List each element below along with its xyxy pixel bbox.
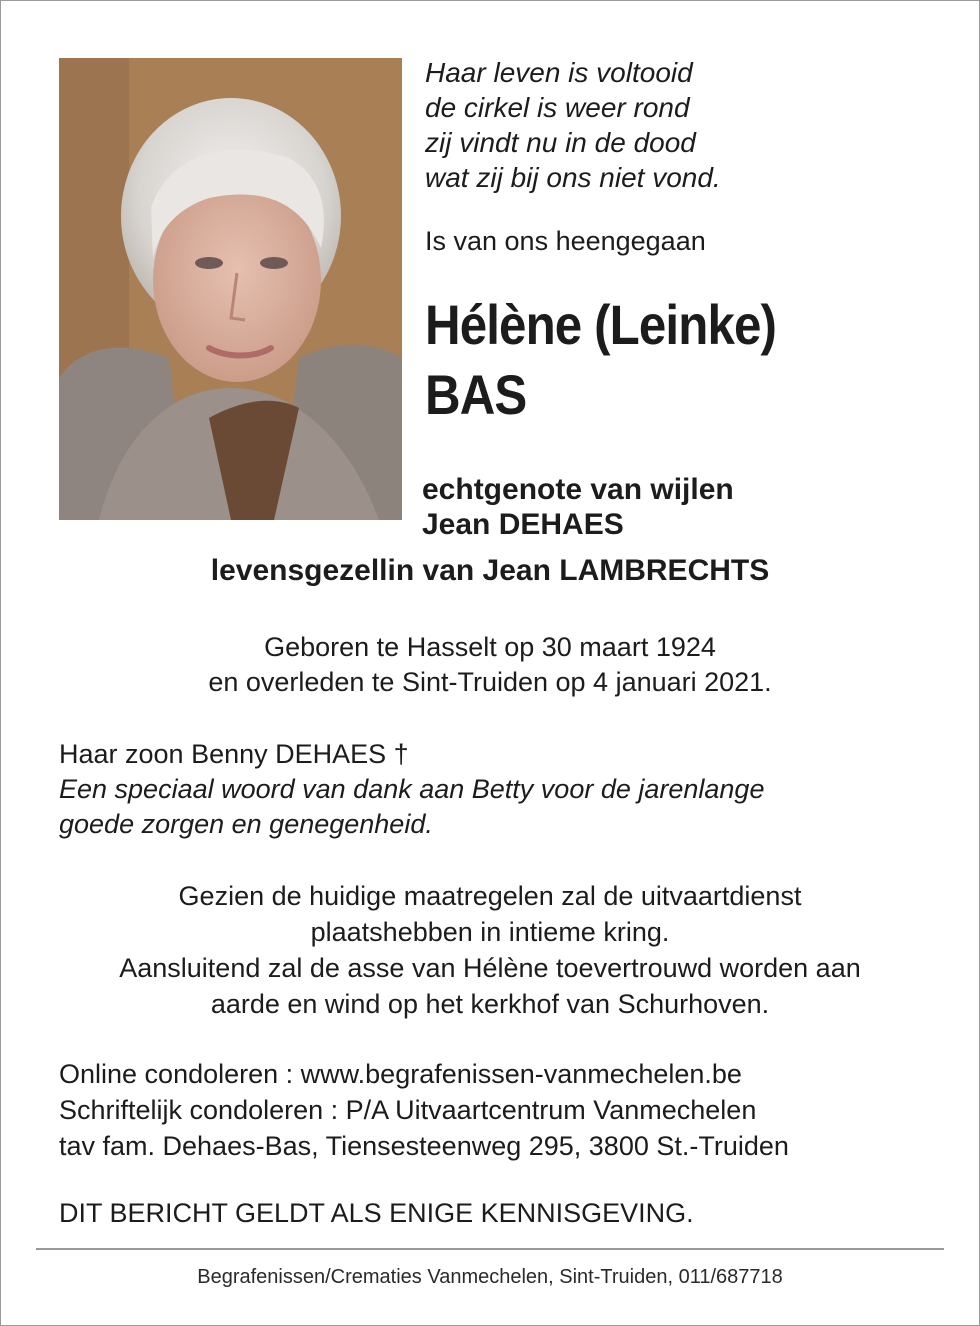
portrait-photo bbox=[59, 58, 402, 520]
poem-line: zij vindt nu in de dood bbox=[425, 127, 696, 158]
spouse-info bbox=[422, 472, 734, 542]
funeral-line: plaatshebben in intieme kring. bbox=[310, 917, 670, 947]
poem-line: de cirkel is weer rond bbox=[425, 92, 690, 123]
thanks-line: goede zorgen en genegenheid. bbox=[59, 809, 433, 839]
condolence-address: tav fam. Dehaes-Bas, Tiensesteenweg 295, 3800 St.-Truiden bbox=[59, 1131, 789, 1161]
birth-death-info bbox=[0, 630, 980, 700]
death-line: en overleden te Sint-Truiden op 4 januari 2021. bbox=[208, 667, 772, 697]
partner-info: levensgezellin van Jean LAMBRECHTS bbox=[210, 554, 770, 587]
footer-text: Begrafenissen/Crematies Vanmechelen, Sint-Truiden, 011/687718 bbox=[197, 1266, 783, 1288]
divider bbox=[36, 1248, 944, 1250]
spouse-name: Jean DEHAES bbox=[422, 508, 624, 541]
funeral-info bbox=[0, 878, 980, 1022]
portrait-illustration bbox=[59, 58, 402, 520]
poem-line: Haar leven is voltooid bbox=[425, 57, 693, 88]
written-condolence: Schriftelijk condoleren : P/A Uitvaartcentrum Vanmechelen bbox=[59, 1095, 757, 1125]
spouse-line: echtgenote van wijlen bbox=[422, 473, 734, 506]
online-condolence: Online condoleren : www.begrafenissen-vanmechelen.be bbox=[59, 1059, 742, 1089]
funeral-line: Gezien de huidige maatregelen zal de uitvaartdienst bbox=[178, 881, 802, 911]
funeral-line: aarde en wind op het kerkhof van Schurhoven. bbox=[210, 989, 770, 1019]
thanks-line: Een speciaal woord van dank aan Betty voor de jarenlange bbox=[59, 774, 765, 804]
poem bbox=[425, 55, 721, 195]
birth-line: Geboren te Hasselt op 30 maart 1924 bbox=[264, 632, 716, 662]
deceased-last-name: BAS bbox=[425, 363, 527, 426]
notice-text: DIT BERICHT GELDT ALS ENIGE KENNISGEVING. bbox=[59, 1198, 694, 1228]
deceased-name bbox=[425, 290, 776, 430]
funeral-line: Aansluitend zal de asse van Hélène toevertrouwd worden aan bbox=[119, 953, 861, 983]
condolence-info bbox=[59, 1056, 789, 1164]
intro-text: Is van ons heengegaan bbox=[425, 226, 706, 256]
family-note bbox=[59, 737, 764, 842]
deceased-first-name: Hélène (Leinke) bbox=[425, 293, 777, 356]
son-line: Haar zoon Benny DEHAES † bbox=[59, 739, 409, 769]
poem-line: wat zij bij ons niet vond. bbox=[425, 162, 721, 193]
